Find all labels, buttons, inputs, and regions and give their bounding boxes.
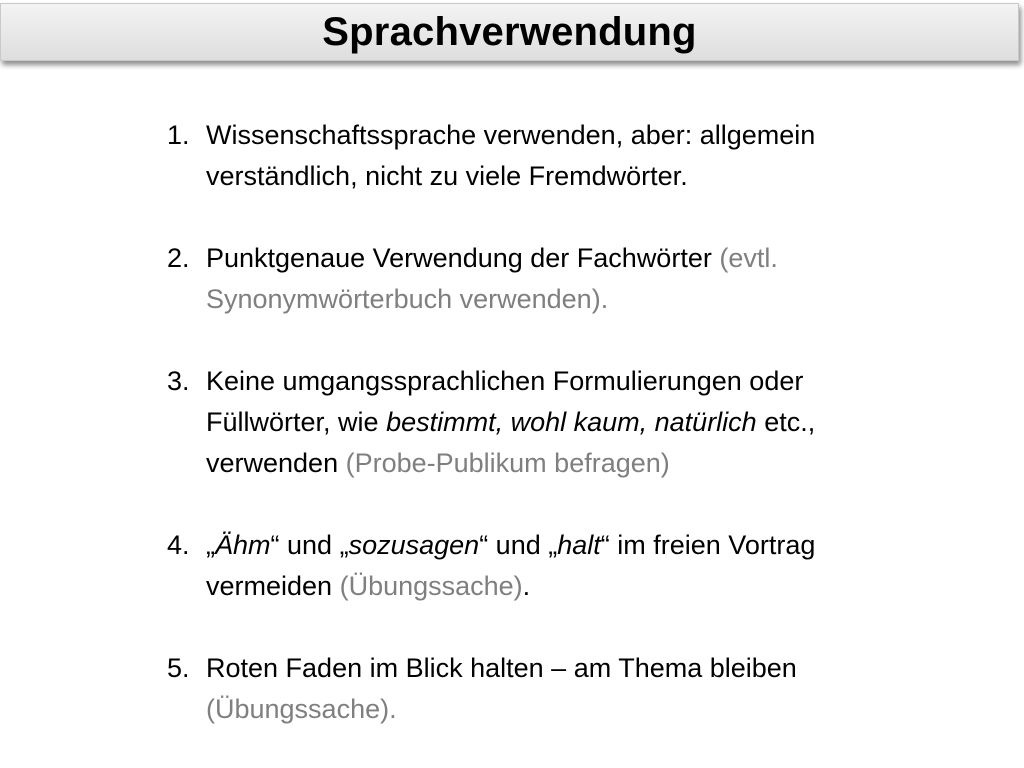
item-4-note: (Übungssache) [339,571,523,601]
item-4-quote-close-3: “ im freien Vortrag [600,530,816,560]
list-item-4 [162,525,962,607]
item-4-trailing: . [522,571,531,601]
numbered-list [162,115,962,730]
item-3-line-3: verwenden [206,448,346,478]
item-number: 2. [167,243,190,273]
list-item-2 [162,238,962,320]
item-4-quote-close-2: “ und „ [479,530,558,560]
list-item-1 [162,115,962,197]
item-number: 3. [167,366,190,396]
item-5-note: (Übungssache). [206,694,397,724]
item-2-text: Punktgenaue Verwendung der Fachwörter [206,243,720,273]
item-3-examples: bestimmt, wohl kaum, natürlich [386,407,757,437]
item-3-note: (Probe-Publikum befragen) [345,448,670,478]
item-4-quote-open: „ [206,530,215,560]
item-3-line-1: Keine umgangssprachlichen Formulierungen oder [206,366,804,396]
item-2-note-part-1: (evtl. [719,243,778,273]
item-1-line-1: Wissenschaftssprache verwenden, aber: allgemein [206,120,816,150]
item-4-quote-close-1: “ und „ [270,530,349,560]
item-number: 1. [167,120,190,150]
item-4-word-1: Ähm [215,530,271,560]
item-3-line-2-before: Füllwörter, wie [206,407,387,437]
item-1-line-2: verständlich, nicht zu viele Fremdwörter. [206,161,688,191]
item-4-line-2: vermeiden [206,571,340,601]
list-item-5 [162,648,962,730]
item-number: 4. [167,530,190,560]
list-item-3 [162,361,962,484]
item-number: 5. [167,653,190,683]
item-4-word-3: halt [557,530,601,560]
item-3-line-2-after: etc., [756,407,816,437]
slide-title: Sprachverwendung [322,10,697,54]
item-2-note-part-2: Synonymwörterbuch verwenden). [206,284,609,314]
item-4-word-2: sozusagen [348,530,480,560]
item-5-line-1: Roten Faden im Blick halten – am Thema bleiben [206,653,797,683]
title-bar [0,3,1019,61]
